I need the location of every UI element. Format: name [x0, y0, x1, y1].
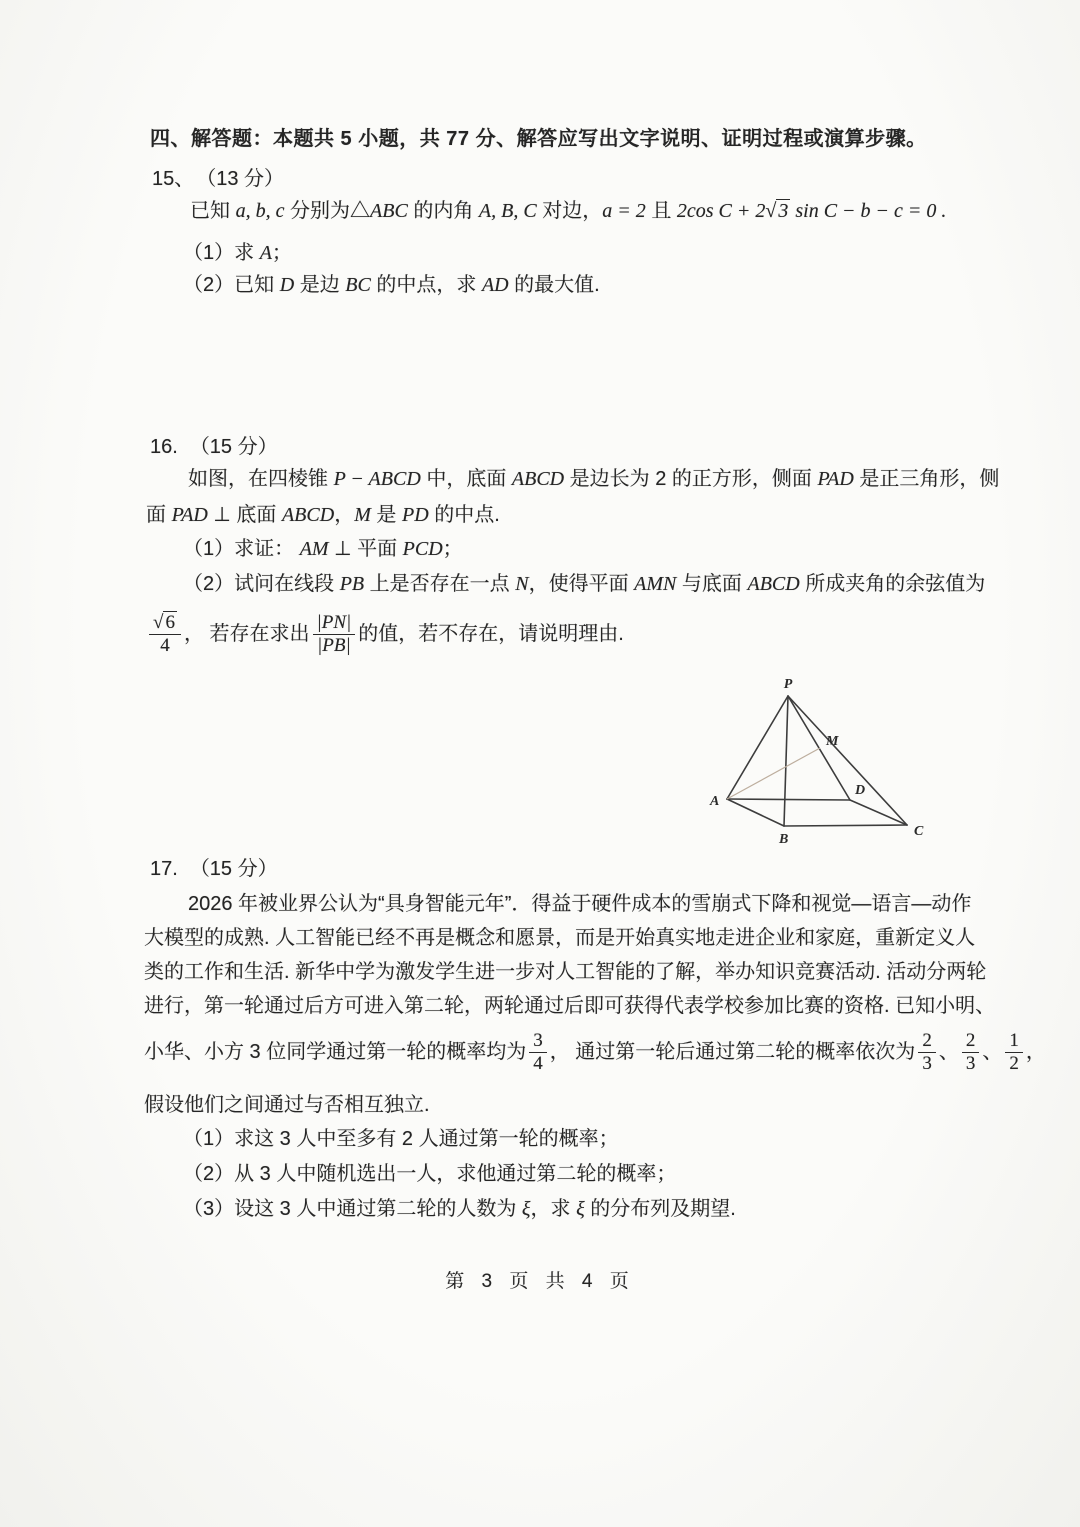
text-run: 已知 [190, 200, 236, 222]
problem15-number-line [152, 166, 284, 192]
fraction-denominator: 4 [160, 634, 170, 656]
text-run: 类的工作和生活. 新华中学为激发学生进一步对人工智能的了解，举办知识竞赛活动. 活动分两轮 [144, 961, 987, 983]
problem16-part2-line2 [146, 604, 624, 664]
math-run: a, b, c [235, 200, 285, 222]
text-run: 与底面 [676, 573, 748, 595]
fraction-numerator [149, 613, 181, 635]
text-run: （1）求证： [183, 538, 300, 560]
math-run: ABCD [747, 573, 800, 595]
math-run: ABCD [511, 468, 565, 490]
vertex-label-D: D [855, 783, 866, 798]
problem17-part1 [183, 1126, 619, 1152]
fraction-sqrt6-over-4 [149, 613, 181, 656]
radical-sign: √ [765, 200, 777, 222]
edge-AD [727, 799, 850, 800]
text-run: 假设他们之间通过与否相互独立. [144, 1094, 430, 1116]
problem17-paragraph-line3 [144, 959, 986, 985]
fraction-2-3 [962, 1031, 980, 1074]
fraction-numerator: 1 [1005, 1031, 1023, 1053]
math-run: AMN [634, 573, 677, 595]
text-run: ⊥ 平面 [328, 538, 403, 560]
math-run: ABC [370, 200, 408, 222]
math-run: BC [345, 274, 371, 296]
text-run: 面 [146, 504, 172, 526]
problem17-paragraph-line4 [144, 993, 995, 1019]
text-run: 2026 年被业界公认为“具身智能元年”．得益于硬件成本的雪崩式下降和视觉—语言—动作 [188, 893, 972, 915]
fraction-numerator: 3 [529, 1031, 547, 1053]
text-run: ， [1025, 1041, 1046, 1063]
text-run: （2）从 3 人中随机选出一人，求他通过第二轮的概率； [183, 1163, 677, 1185]
text-run: 是正三角形，侧 [853, 468, 1000, 490]
radicand: 6 [165, 611, 175, 633]
radicand: 3 [778, 200, 789, 222]
math-run: PD [401, 504, 429, 526]
text-run: 是边 [294, 274, 346, 296]
problem15-intro [190, 198, 946, 224]
math-run: M [354, 504, 371, 526]
vertex-label-B: B [779, 832, 789, 847]
sqrt-expression [765, 199, 790, 222]
sqrt-expression [153, 611, 177, 633]
fraction-numerator: 2 [962, 1031, 980, 1053]
text-run: 是边长为 2 的正方形，侧面 [564, 468, 818, 490]
problem15-part1 [183, 240, 292, 266]
edge-DC [850, 800, 907, 825]
vertex-label-P: P [783, 677, 793, 692]
text-run: ，使得平面 [528, 573, 635, 595]
fraction-denominator: 2 [1009, 1052, 1019, 1074]
midpoint-label-M: M [826, 734, 839, 749]
math-run: A, B, C [478, 200, 537, 222]
text-run: 的分布列及期望. [584, 1198, 736, 1220]
edge-BC [784, 825, 907, 826]
fraction-denominator: 4 [533, 1052, 543, 1074]
problem16-part1 [183, 536, 463, 562]
math-run: A [259, 242, 272, 264]
vertex-label-C: C [914, 824, 924, 839]
math-run: 2cos C + 2 [676, 200, 766, 222]
text-run: ； [442, 538, 463, 560]
section-header-text: 四、解答题：本题共 5 小题，共 77 分、解答应写出文字说明、证明过程或演算步骤。 [150, 128, 927, 150]
text-run: 、 [982, 1041, 1003, 1063]
text-run: ， 若存在求出 [183, 623, 310, 645]
text-run: 进行，第一轮通过后方可进入第二轮，两轮通过后即可获得代表学校参加比赛的资格. 已知小明、 [144, 995, 996, 1017]
problem16-points: （15 分） [189, 436, 278, 458]
math-run: a = 2 [602, 200, 646, 222]
text-run: （2）试问在线段 [183, 573, 340, 595]
text-run: （3）设这 3 人中通过第二轮的人数为 [183, 1198, 522, 1220]
math-run: P − ABCD [333, 468, 421, 490]
text-run: 所成夹角的余弦值为 [799, 573, 986, 595]
math-run: PB [339, 573, 365, 595]
text-run: 上是否存在一点 [364, 573, 516, 595]
text-run: 是 [370, 504, 402, 526]
text-run: ⊥ 底面 [207, 504, 282, 526]
math-run: ABCD [281, 504, 335, 526]
math-run: sin C − b − c = 0 . [790, 200, 947, 222]
fraction-3-4 [529, 1031, 547, 1074]
problem17-paragraph-line2 [144, 925, 975, 951]
math-run: AD [481, 274, 509, 296]
text-run: 的最大值. [508, 274, 600, 296]
text-run: 如图，在四棱锥 [188, 468, 334, 490]
problem16-part2-line1 [183, 571, 985, 597]
fraction-1-2 [1005, 1031, 1023, 1074]
problem16-number: 16. [150, 436, 178, 458]
problem17-part2 [183, 1161, 676, 1187]
fraction-denominator: 3 [922, 1052, 932, 1074]
segment-AM [727, 748, 820, 799]
fraction-2-3 [918, 1031, 936, 1074]
math-run: PAD [171, 504, 208, 526]
pyramid-figure [700, 672, 940, 852]
text-run: 的值，若不存在，请说明理由. [358, 623, 624, 645]
text-run: 对边， [536, 200, 603, 222]
problem16-number-line [150, 434, 278, 460]
problem16-line2 [146, 502, 500, 528]
fraction-denominator: |PB| [317, 634, 351, 656]
text-run: ； [271, 242, 292, 264]
text-run: 的中点，求 [370, 274, 482, 296]
fraction-numerator: 2 [918, 1031, 936, 1053]
problem17-paragraph-line6 [144, 1092, 430, 1118]
text-run: ， 通过第一轮后通过第二轮的概率依次为 [549, 1041, 916, 1063]
math-run: ξ [576, 1198, 585, 1220]
text-run: 中，底面 [420, 468, 512, 490]
fraction-denominator: 3 [965, 1052, 976, 1074]
edge-PB [784, 696, 788, 826]
edge-PA [727, 696, 788, 799]
fraction-numerator: |PN| [313, 613, 356, 635]
math-run: AM [299, 538, 329, 560]
text-run: （1）求 [183, 242, 260, 264]
problem17-paragraph-line5 [144, 1022, 1046, 1082]
problem15-part2 [183, 272, 600, 298]
problem17-points: （15 分） [189, 858, 278, 880]
text-run: （1）求这 3 人中至多有 2 人通过第一轮的概率； [183, 1128, 619, 1150]
text-run: 分别为△ [284, 200, 371, 222]
fraction-PN-over-PB [313, 613, 356, 656]
problem16-line1 [188, 466, 999, 492]
page-footer [0, 1266, 1080, 1293]
radical-sign: √ [153, 611, 164, 633]
math-run: PAD [817, 468, 854, 490]
edge-AB [727, 799, 784, 826]
text-run: 大模型的成熟. 人工智能已经不再是概念和愿景，而是开始真实地走进企业和家庭，重新定义人 [144, 927, 976, 949]
problem15-number: 15、 [152, 168, 195, 190]
text-run: ，求 [530, 1198, 577, 1220]
text-run: （2）已知 [183, 274, 280, 296]
edge-PC [788, 696, 907, 825]
problem17-paragraph-line1 [188, 891, 971, 917]
math-run: PCD [402, 538, 443, 560]
text-run: 的内角 [407, 200, 479, 222]
text-run: 且 [645, 200, 677, 222]
problem15-points: （13 分） [206, 168, 285, 190]
math-run: ξ [521, 1198, 531, 1220]
math-run: N [515, 573, 529, 595]
problem17-part3 [183, 1196, 736, 1222]
text-run: ， [334, 504, 355, 526]
text-run: 的中点. [428, 504, 500, 526]
section-header [150, 126, 927, 152]
problem17-number: 17. [150, 858, 178, 880]
vertex-label-A: A [710, 794, 720, 809]
math-run: D [279, 274, 295, 296]
page-number: 第 3 页 共 4 页 [445, 1271, 635, 1292]
problem17-number-line [150, 856, 278, 882]
text-run: 、 [938, 1041, 959, 1063]
text-run: 小华、小方 3 位同学通过第一轮的概率均为 [144, 1041, 527, 1063]
